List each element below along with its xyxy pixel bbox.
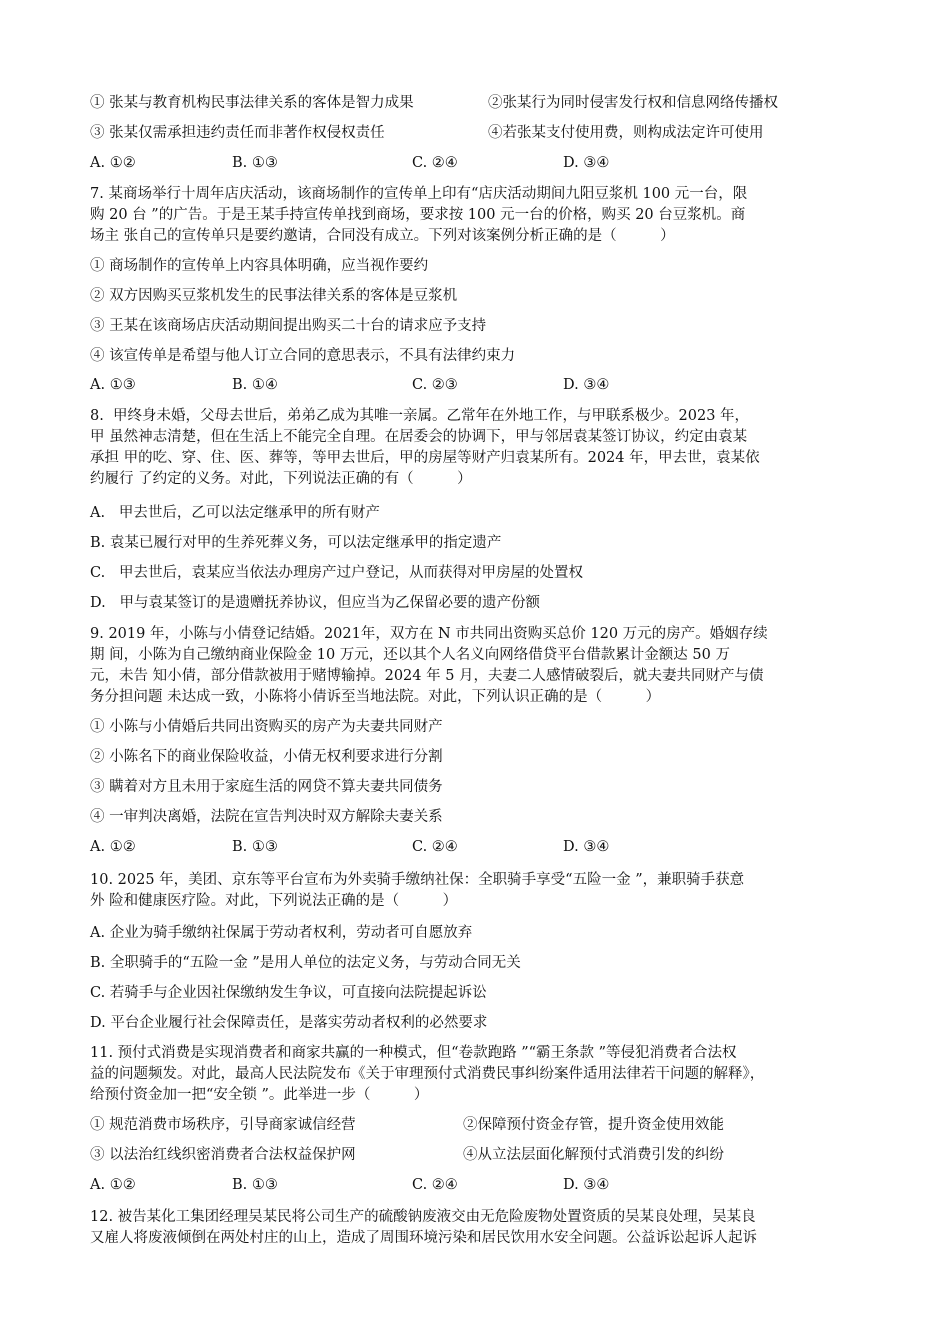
q7-choice-b: B. ①④ [232,377,278,393]
q8-option-d: D. 甲与袁某签订的是遗赠抚养协议，但应当为乙保留必要的遗产份额 [90,595,541,611]
q6-option-3: ③ 张某仅需承担违约责任而非著作权侵权责任 [90,125,385,141]
q11-choice-a: A. ①② [90,1177,136,1193]
q6-option-4: ④若张某支付使用费，则构成法定许可使用 [488,125,764,141]
q8-stem-line-4: 约履行 了约定的义务。对此，下列说法正确的有（ ） [90,471,472,487]
q7-option-2: ② 双方因购买豆浆机发生的民事法律关系的客体是豆浆机 [90,288,458,304]
q8-option-b: B. 袁某已履行对甲的生养死葬义务，可以法定继承甲的指定遗产 [90,535,502,551]
q9-option-3: ③ 瞒着对方且未用于家庭生活的网贷不算夫妻共同债务 [90,779,443,795]
q9-stem-line-4: 务分担问题 未达成一致，小陈将小倩诉至当地法院。对此，下列认识正确的是（ ） [90,689,661,705]
q7-option-1: ① 商场制作的宣传单上内容具体明确，应当视作要约 [90,258,429,274]
q9-option-4: ④ 一审判决离婚，法院在宣告判决时双方解除夫妻关系 [90,809,443,825]
q10-stem-line-2: 外 险和健康医疗险。对此，下列说法正确的是（ ） [90,893,458,909]
q6-option-2: ②张某行为同时侵害发行权和信息网络传播权 [488,95,778,111]
q9-choice-b: B. ①③ [232,839,278,855]
q6-choice-c: C. ②④ [412,155,458,171]
q8-stem-line-3: 承担 甲的吃、穿、住、医、葬等，等甲去世后，甲的房屋等财产归袁某所有。2024 年，甲去世，袁某依 [90,450,760,466]
q10-option-b: B. 全职骑手的“五险一金 ”是用人单位的法定义务，与劳动合同无关 [90,955,521,971]
q11-stem-line-3: 给预付资金加一把“安全锁 ”。此举进一步（ ） [90,1087,429,1103]
q6-choice-d: D. ③④ [563,155,610,171]
q11-option-4: ④从立法层面化解预付式消费引发的纠纷 [463,1147,724,1163]
q11-choice-d: D. ③④ [563,1177,610,1193]
q8-option-a: A. 甲去世后，乙可以法定继承甲的所有财产 [90,505,380,521]
q8-stem-line-1: 8. 甲终身未婚，父母去世后，弟弟乙成为其唯一亲属。乙常年在外地工作，与甲联系极少。2023 年， [90,408,750,424]
q9-choice-a: A. ①② [90,839,136,855]
q9-stem-line-2: 期 间，小陈为自己缴纳商业保险金 10 万元，还以其个人名义向网络借贷平台借款累计金额达 50 万 [90,647,730,663]
q11-choice-c: C. ②④ [412,1177,458,1193]
q7-choice-d: D. ③④ [563,377,610,393]
q11-stem-line-1: 11. 预付式消费是实现消费者和商家共赢的一种模式，但“卷款跑路 ”“霸王条款 ”等侵犯消费者合法权 [90,1045,737,1061]
q9-choice-d: D. ③④ [563,839,610,855]
q9-option-2: ② 小陈名下的商业保险收益，小倩无权利要求进行分割 [90,749,443,765]
q9-stem-line-3: 元，未告 知小倩，部分借款被用于赌博输掉。2024 年 5 月，夫妻二人感情破裂后，就夫妻共同财产与债 [90,668,764,684]
q7-option-3: ③ 王某在该商场店庆活动期间提出购买二十台的请求应予支持 [90,318,487,334]
q11-option-1: ① 规范消费市场秩序，引导商家诚信经营 [90,1117,356,1133]
q7-choice-a: A. ①③ [90,377,136,393]
q9-stem-line-1: 9. 2019 年，小陈与小倩登记结婚。2021年，双方在 N 市共同出资购买总价 120 万元的房产。婚姻存续 [90,626,768,642]
q11-option-2: ②保障预付资金存管，提升资金使用效能 [463,1117,724,1133]
q6-choice-a: A. ①② [90,155,136,171]
q7-stem-line-1: 7. 某商场举行十周年店庆活动，该商场制作的宣传单上印有“店庆活动期间九阳豆浆机 100 元一台，限 [90,186,748,202]
q6-choice-b: B. ①③ [232,155,278,171]
q10-option-d: D. 平台企业履行社会保障责任，是落实劳动者权利的必然要求 [90,1015,488,1031]
q12-stem-line-1: 12. 被告某化工集团经理吴某民将公司生产的硫酸钠废液交由无危险废物处置资质的吴某良处理，吴某良 [90,1209,756,1225]
q10-option-c: C. 若骑手与企业因社保缴纳发生争议，可直接向法院提起诉讼 [90,985,487,1001]
q7-stem-line-3: 场主 张自己的宣传单只是要约邀请，合同没有成立。下列对该案例分析正确的是（ ） [90,228,675,244]
q11-stem-line-2: 益的问题频发。对此，最高人民法院发布《关于审理预付式消费民事纠纷案件适用法律若干问题的解释》， [90,1066,765,1082]
q12-stem-line-2: 又雇人将废液倾倒在两处村庄的山上，造成了周围环境污染和居民饮用水安全问题。公益诉讼起诉人起诉 [90,1230,757,1246]
q7-option-4: ④ 该宣传单是希望与他人订立合同的意思表示，不具有法律约束力 [90,348,516,364]
q11-option-3: ③ 以法治红线织密消费者合法权益保护网 [90,1147,356,1163]
q10-stem-line-1: 10. 2025 年，美团、京东等平台宣布为外卖骑手缴纳社保：全职骑手享受“五险一金 ”，兼职骑手获意 [90,872,745,888]
q11-choice-b: B. ①③ [232,1177,278,1193]
q7-stem-line-2: 购 20 台 ”的广告。于是王某手持宣传单找到商场，要求按 100 元一台的价格，购买 20 台豆浆机。商 [90,207,746,223]
q8-stem-line-2: 甲 虽然神志清楚，但在生活上不能完全自理。在居委会的协调下，甲与邻居袁某签订协议，约定由袁某 [90,429,748,445]
q7-choice-c: C. ②③ [412,377,458,393]
q8-option-c: C. 甲去世后，袁某应当依法办理房产过户登记，从而获得对甲房屋的处置权 [90,565,584,581]
q9-option-1: ① 小陈与小倩婚后共同出资购买的房产为夫妻共同财产 [90,719,443,735]
q9-choice-c: C. ②④ [412,839,458,855]
q6-option-1: ① 张某与教育机构民事法律关系的客体是智力成果 [90,95,414,111]
q10-option-a: A. 企业为骑手缴纳社保属于劳动者权利，劳动者可自愿放弃 [90,925,473,941]
